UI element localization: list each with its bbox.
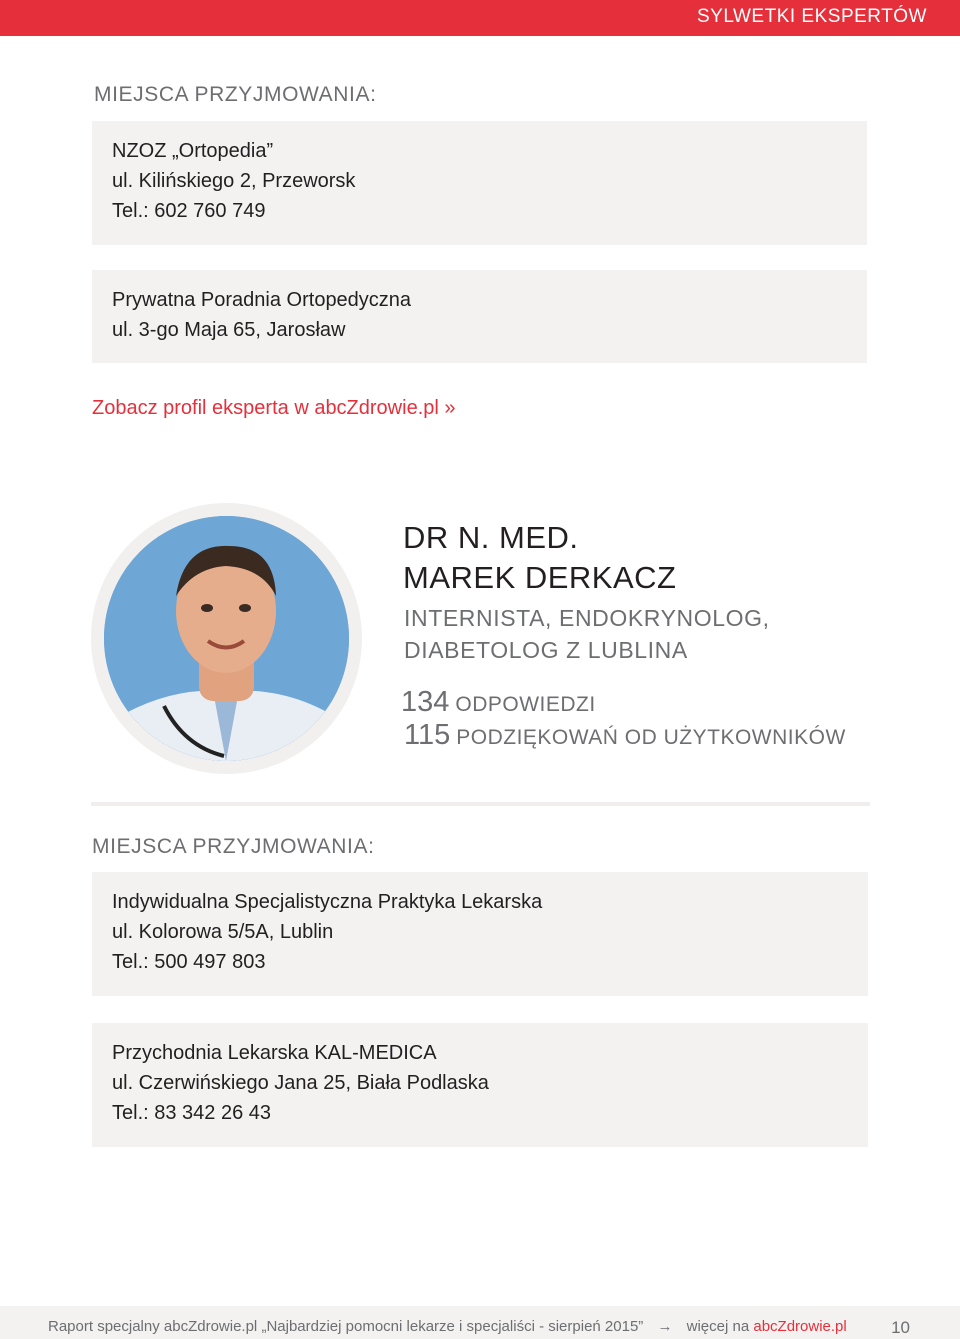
doctor-title: DR N. MED.	[403, 520, 579, 555]
report-title: „Najbardziej pomocni lekarze i specjaliści - sierpień 2015”	[261, 1318, 644, 1335]
more-site-link[interactable]: abcZdrowie.pl	[753, 1318, 847, 1335]
report-prefix: Raport specjalny abcZdrowie.pl	[48, 1318, 258, 1335]
place-phone: Tel.: 500 497 803	[112, 951, 266, 973]
place-address: ul. Kolorowa 5/5A, Lublin	[112, 921, 334, 943]
place-card	[92, 872, 868, 996]
thanks-stat	[404, 719, 846, 752]
place-name: Prywatna Poradnia Ortopedyczna	[112, 289, 412, 311]
place-address: ul. Czerwińskiego Jana 25, Biała Podlaska	[112, 1072, 489, 1094]
portrait-illustration	[104, 516, 349, 761]
place-card	[92, 121, 867, 245]
place-name: Indywidualna Specjalistyczna Praktyka Lekarska	[112, 891, 543, 913]
doctor-name: MAREK DERKACZ	[403, 560, 677, 595]
page-footer	[0, 1306, 960, 1339]
place-card	[92, 1023, 868, 1147]
places-label: MIEJSCA PRZYJMOWANIA:	[92, 835, 375, 858]
expert-photo-frame	[91, 503, 362, 774]
answers-count: 134	[401, 686, 450, 718]
answers-label: ODPOWIEDZI	[455, 693, 596, 716]
arrow-right-icon: →	[657, 1318, 673, 1335]
more-prefix: więcej na	[686, 1318, 750, 1335]
place-phone: Tel.: 602 760 749	[112, 200, 266, 222]
expert-profile-link[interactable]: Zobacz profil eksperta w abcZdrowie.pl »	[92, 397, 456, 419]
footer-text	[48, 1318, 847, 1335]
thanks-count: 115	[404, 719, 451, 751]
thanks-label: PODZIĘKOWAŃ OD UŻYTKOWNIKÓW	[456, 726, 846, 749]
place-phone: Tel.: 83 342 26 43	[112, 1102, 272, 1124]
place-address: ul. Kilińskiego 2, Przeworsk	[112, 170, 356, 192]
place-name: Przychodnia Lekarska KAL-MEDICA	[112, 1042, 437, 1064]
expert-photo	[104, 516, 349, 761]
place-address: ul. 3-go Maja 65, Jarosław	[112, 319, 346, 341]
section-divider	[91, 802, 870, 806]
page-number: 10	[891, 1318, 910, 1337]
section-title: SYLWETKI EKSPERTÓW	[696, 6, 927, 27]
place-card	[92, 270, 867, 363]
doctor-location: DIABETOLOG Z LUBLINA	[404, 637, 688, 663]
place-name: NZOZ „Ortopedia”	[112, 140, 274, 162]
places-label: MIEJSCA PRZYJMOWANIA:	[94, 83, 377, 106]
doctor-specialty: INTERNISTA, ENDOKRYNOLOG,	[404, 605, 770, 631]
answers-stat	[401, 686, 596, 719]
header-bar	[0, 0, 960, 36]
